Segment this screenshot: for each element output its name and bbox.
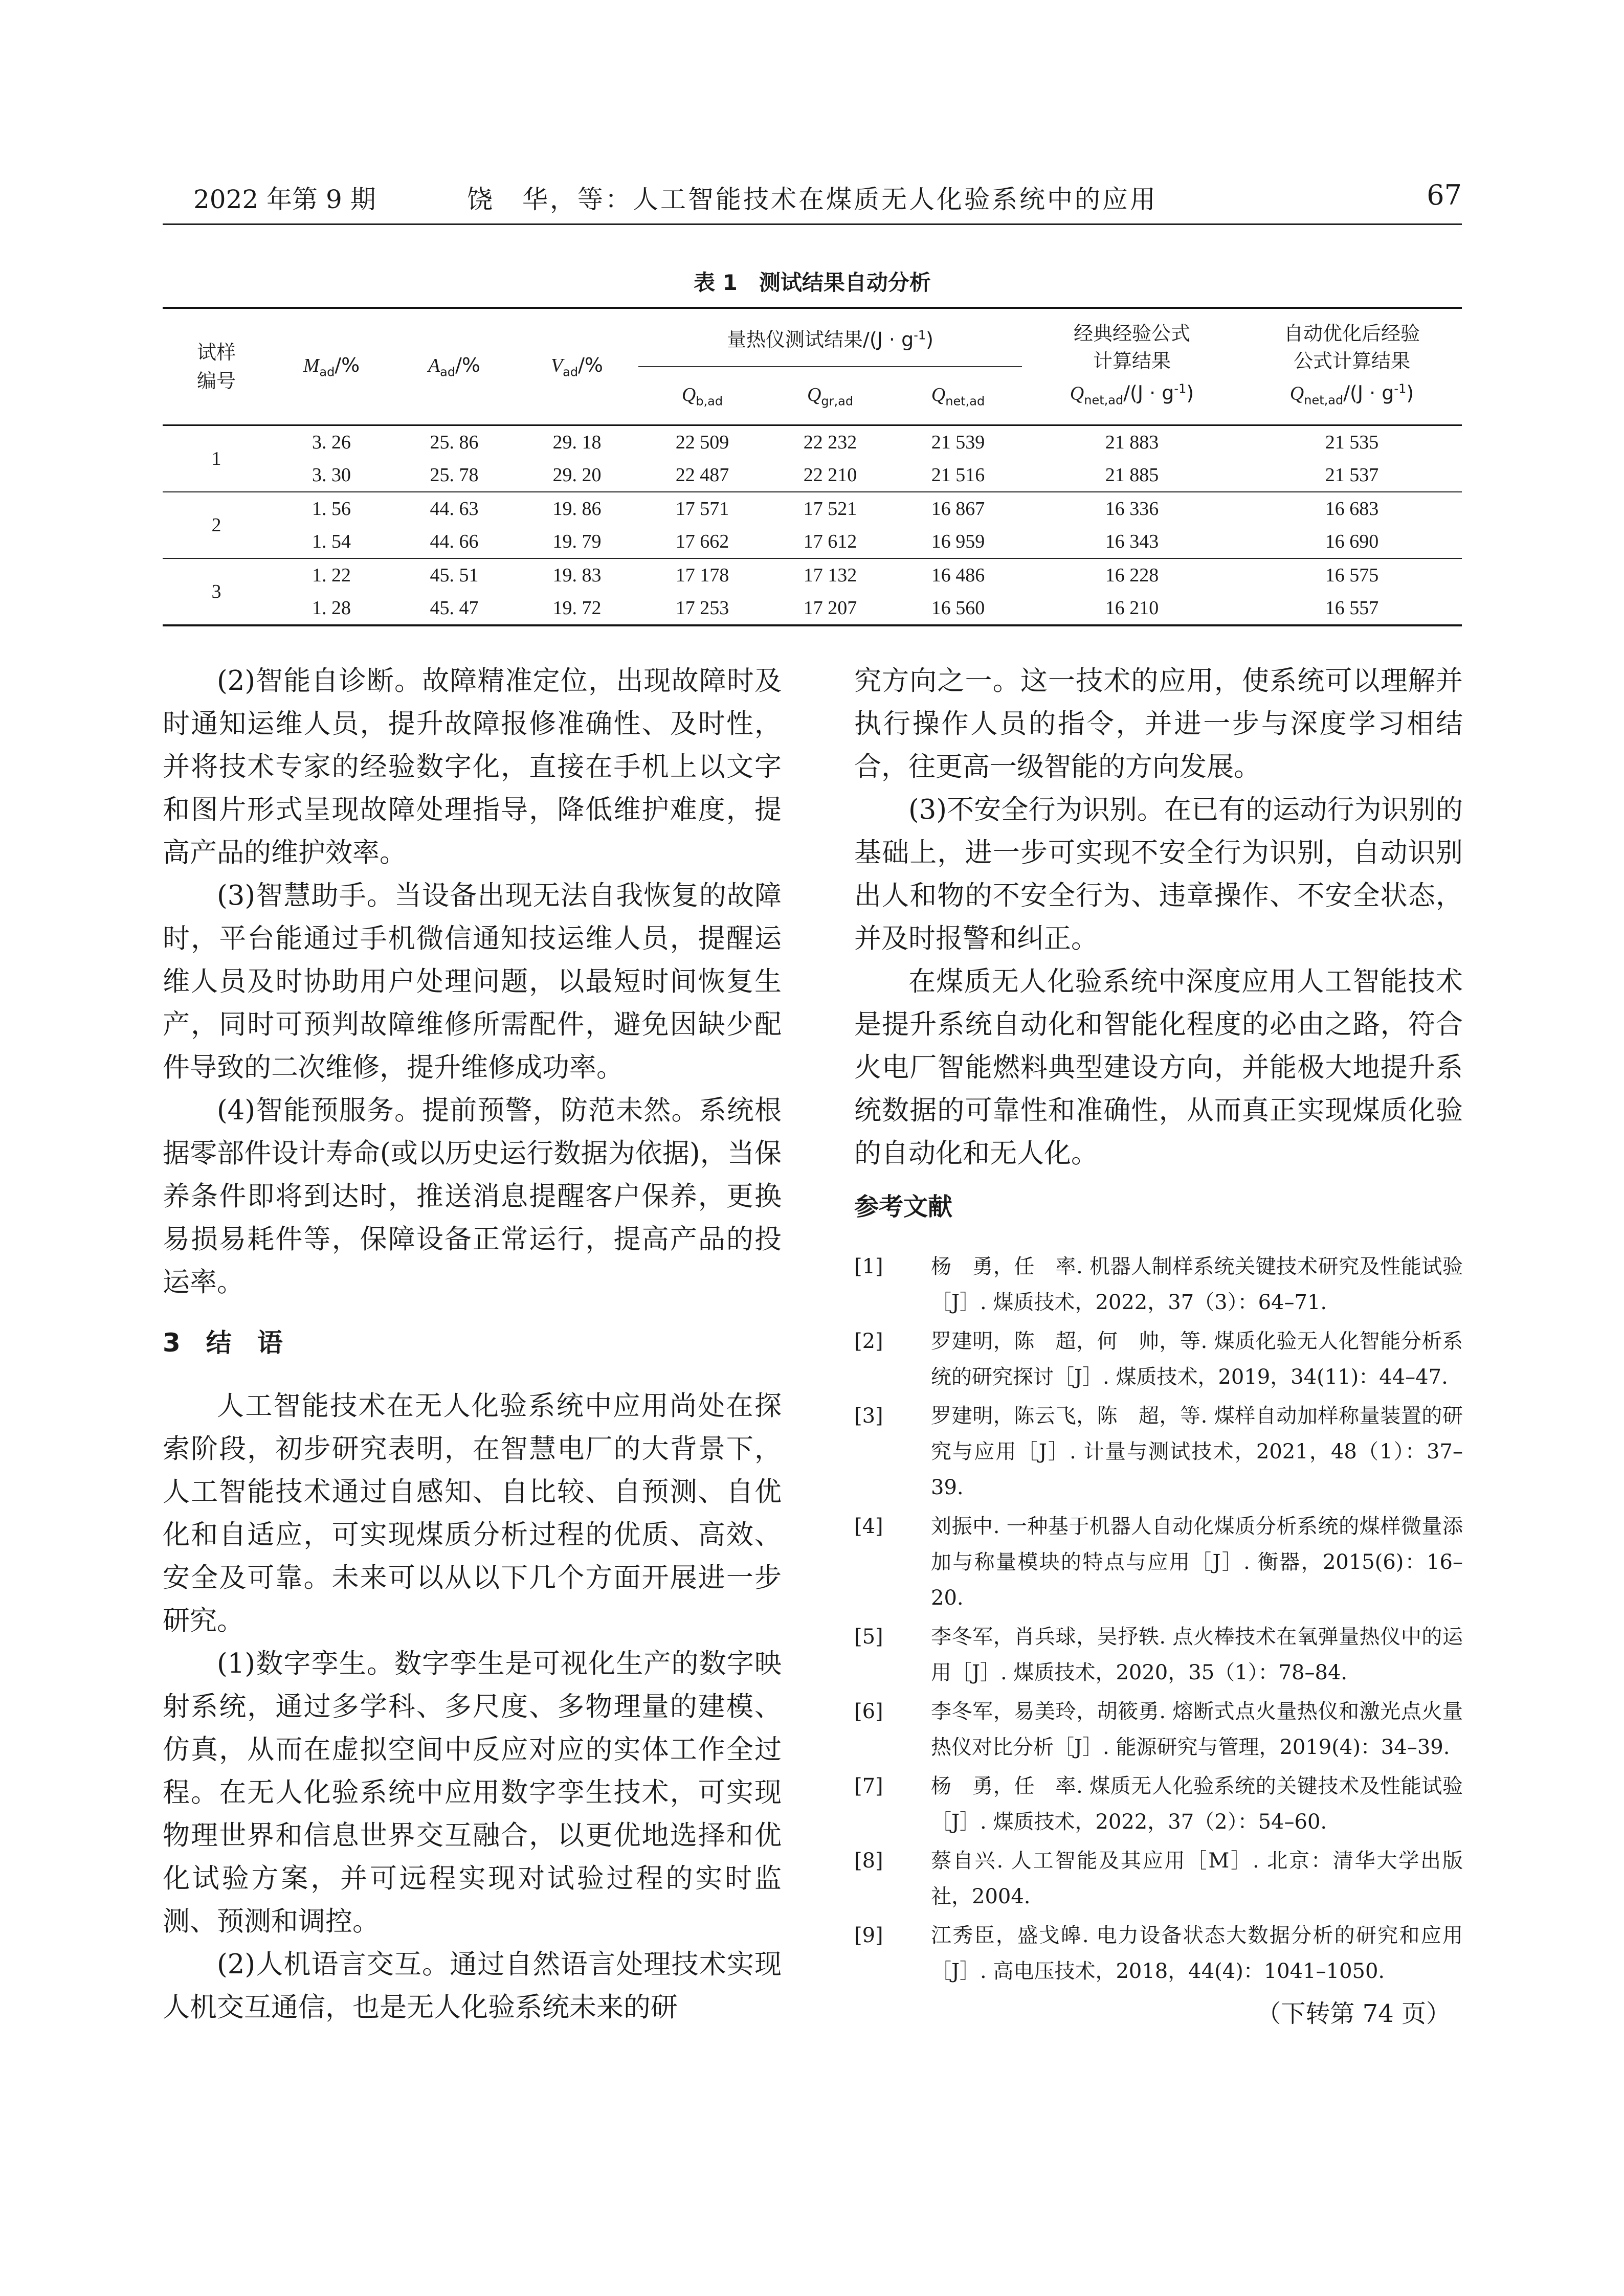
references-heading: 参考文献 bbox=[854, 1192, 953, 1221]
header-calorimeter-group: 量热仪测试结果$/(J \cdot g^{-1})$ bbox=[638, 308, 1022, 367]
reference-item: [4] 刘振中. 一种基于机器人自动化煤质分析系统的煤样微量添加与称量模块的特点与应用［J］. 衡器，2015(6)：16–20. bbox=[854, 1515, 1463, 1610]
cell-qgr: 22 210 bbox=[766, 459, 894, 492]
cell-m: 1. 56 bbox=[312, 498, 351, 520]
cell-a: 25. 78 bbox=[393, 459, 516, 492]
cell-a: 44. 66 bbox=[393, 525, 516, 558]
sample-cell: 2 bbox=[163, 492, 270, 558]
table-title: 表 1 测试结果自动分析 bbox=[694, 270, 931, 295]
cell-opt: 16 690 bbox=[1242, 525, 1462, 558]
cell-classic: 21 885 bbox=[1022, 459, 1242, 492]
sample-cell: 3 bbox=[163, 558, 270, 625]
paragraph: (2)人机语言交互。通过自然语言处理技术实现人机交互通信，也是无人化验系统未来的研 bbox=[163, 1949, 782, 2023]
header-rule bbox=[163, 223, 1462, 225]
header-ash: $A_{ad}/\%$ bbox=[428, 354, 481, 379]
table-row bbox=[163, 558, 1462, 592]
cell-v: 29. 20 bbox=[516, 459, 638, 492]
cell-m: 1. 28 bbox=[270, 592, 393, 625]
header-qgr: $Q_{gr,ad}$ bbox=[807, 384, 854, 409]
cell-v: 19. 83 bbox=[552, 565, 602, 586]
header-volatile: $V_{ad}/\%$ bbox=[550, 354, 604, 379]
cell-classic: 16 210 bbox=[1022, 592, 1242, 625]
cell-a: 44. 63 bbox=[430, 498, 479, 520]
cell-v: 19. 72 bbox=[516, 592, 638, 625]
cell-classic: 16 343 bbox=[1022, 525, 1242, 558]
paragraph: (3)智慧助手。当设备出现无法自我恢复的故障时，平台能通过手机微信通知技运维人员，提醒运维人员及时协助用户处理问题，以最短时间恢复生产，同时可预判故障维修所需配件，避免因缺少配件导致的二次维修，提升维修成功率。 bbox=[163, 880, 782, 1083]
cell-qgr: 22 232 bbox=[803, 432, 857, 453]
cell-qb: 17 253 bbox=[638, 592, 766, 625]
reference-item: [2] 罗建明，陈 超，何 帅，等. 煤质化验无人化智能分析系统的研究探讨［J］. 煤质技术，2019，34(11)：44–47. bbox=[854, 1330, 1463, 1389]
cell-v: 29. 18 bbox=[552, 432, 602, 453]
issue-label: 2022 年第 9 期 bbox=[193, 185, 376, 214]
reference-item: [9] 江秀臣，盛戈皞. 电力设备状态大数据分析的研究和应用［J］. 高电压技术，2018，44(4)：1041–1050. bbox=[854, 1924, 1463, 1983]
cell-qgr: 17 132 bbox=[803, 565, 857, 586]
cell-opt: 16 575 bbox=[1325, 565, 1379, 586]
reference-item: [1] 杨 勇，任 率. 机器人制样系统关键技术研究及性能试验［J］. 煤质技术，2022，37（3）：64–71. bbox=[854, 1255, 1463, 1314]
reference-item: [6] 李冬军，易美玲，胡筱勇. 熔断式点火量热仪和激光点火量热仪对比分析［J］. 能源研究与管理，2019(4)：34–39. bbox=[854, 1700, 1463, 1759]
cell-m: 3. 26 bbox=[312, 432, 351, 453]
cell-qnet: 16 560 bbox=[894, 592, 1022, 625]
cell-m: 1. 22 bbox=[312, 565, 351, 586]
cell-opt: 16 683 bbox=[1325, 498, 1379, 520]
cell-qnet: 21 539 bbox=[931, 432, 985, 453]
section-heading: 3 结 语 bbox=[163, 1328, 283, 1358]
table-row bbox=[163, 592, 1462, 625]
cell-a: 25. 86 bbox=[430, 432, 479, 453]
cell-qb: 22 509 bbox=[675, 432, 729, 453]
reference-item: [7] 杨 勇，任 率. 煤质无人化验系统的关键技术及性能试验［J］. 煤质技术，2022，37（2）：54–60. bbox=[854, 1774, 1463, 1834]
right-column bbox=[854, 660, 1463, 2035]
continued-note: （下转第 74 页） bbox=[1256, 1999, 1451, 2028]
cell-opt: 21 537 bbox=[1242, 459, 1462, 492]
article-running-title: 饶 华，等：人工智能技术在煤质无人化验系统中的应用 bbox=[467, 185, 1158, 214]
cell-a: 45. 47 bbox=[393, 592, 516, 625]
table-row bbox=[163, 459, 1462, 492]
cell-qnet: 16 959 bbox=[894, 525, 1022, 558]
cell-v: 19. 86 bbox=[552, 498, 602, 520]
cell-qgr: 17 521 bbox=[803, 498, 857, 520]
table-row bbox=[163, 425, 1462, 459]
cell-qb: 17 662 bbox=[638, 525, 766, 558]
reference-item: [5] 李冬军，肖兵球，吴抒轶. 点火棒技术在氧弹量热仪中的运用［J］. 煤质技术，2020，35（1）：78–84. bbox=[854, 1625, 1463, 1684]
paragraph: (1)数字孪生。数字孪生是可视化生产的数字映射系统，通过多学科、多尺度、多物理量的建模、仿真，从而在虚拟空间中反应对应的实体工作全过程。在无人化验系统中应用数字孪生技术，可实现物理世界和信息世界交互融合，以更优地选择和优化试验方案，并可远程实现对试验过程的实时监测、预测和调控。 bbox=[163, 1648, 782, 1937]
cell-v: 19. 79 bbox=[516, 525, 638, 558]
results-table bbox=[163, 307, 1462, 626]
cell-qgr: 17 612 bbox=[766, 525, 894, 558]
left-column bbox=[163, 660, 782, 2029]
cell-a: 45. 51 bbox=[430, 565, 479, 586]
paragraph: (2)智能自诊断。故障精准定位，出现故障时及时通知运维人员，提升故障报修准确性、及时性，并将技术专家的经验数字化，直接在手机上以文字和图片形式呈现故障处理指导，降低维护难度，提高产品的维护效率。 bbox=[163, 665, 782, 868]
running-header bbox=[163, 174, 1462, 222]
reference-item: [3] 罗建明，陈云飞，陈 超，等. 煤样自动加样称量装置的研究与应用［J］. 计量与测试技术，2021，48（1）：37–39. bbox=[854, 1404, 1463, 1499]
page-number: 67 bbox=[1427, 179, 1462, 211]
cell-opt: 21 535 bbox=[1325, 432, 1379, 453]
paragraph: 在煤质无人化验系统中深度应用人工智能技术是提升系统自动化和智能化程度的必由之路，符合火电厂智能燃料典型建设方向，并能极大地提升系统数据的可靠性和准确性，从而真正实现煤质化验的自动化和无人化。 bbox=[854, 966, 1463, 1169]
reference-item: [8] 蔡自兴. 人工智能及其应用［M］. 北京：清华大学出版社，2004. bbox=[854, 1849, 1463, 1908]
table-row bbox=[163, 492, 1462, 525]
header-classic-formula: 经典经验公式 计算结果 $Q_{net,ad}/(J \cdot g^{-1})$ bbox=[1070, 322, 1194, 408]
header-moisture: $M_{ad}/\%$ bbox=[303, 354, 360, 379]
header-qnet: $Q_{net,ad}$ bbox=[931, 384, 985, 409]
cell-opt: 16 557 bbox=[1242, 592, 1462, 625]
paragraph: 人工智能技术在无人化验系统中应用尚处在探索阶段，初步研究表明，在智慧电厂的大背景下，人工智能技术通过自感知、自比较、自预测、自优化和自适应，可实现煤质分析过程的优质、高效、安全及可靠。未来可以从以下几个方面开展进一步研究。 bbox=[163, 1390, 782, 1636]
header-sample-no: 试样 编号 bbox=[196, 341, 236, 392]
paragraph: 究方向之一。这一技术的应用，使系统可以理解并执行操作人员的指令，并进一步与深度学习相结合，往更高一级智能的方向发展。 bbox=[854, 665, 1463, 782]
cell-qnet: 16 486 bbox=[931, 565, 985, 586]
header-qb: $Q_{b,ad}$ bbox=[681, 384, 723, 409]
cell-m: 3. 30 bbox=[270, 459, 393, 492]
table-row bbox=[163, 525, 1462, 558]
cell-classic: 16 228 bbox=[1105, 565, 1159, 586]
header-optimized-formula: 自动优化后经验 公式计算结果 $Q_{net,ad}/(J \cdot g^{-1})$ bbox=[1283, 322, 1420, 408]
sample-cell: 1 bbox=[163, 425, 270, 492]
cell-m: 1. 54 bbox=[270, 525, 393, 558]
paragraph: (3)不安全行为识别。在已有的运动行为识别的基础上，进一步可实现不安全行为识别，自动识别出人和物的不安全行为、违章操作、不安全状态，并及时报警和纠正。 bbox=[854, 794, 1463, 954]
cell-classic: 21 883 bbox=[1105, 432, 1159, 453]
cell-qb: 17 571 bbox=[675, 498, 729, 520]
cell-qnet: 21 516 bbox=[894, 459, 1022, 492]
cell-classic: 16 336 bbox=[1105, 498, 1159, 520]
cell-qb: 17 178 bbox=[675, 565, 729, 586]
reference-list bbox=[854, 1249, 1463, 1989]
cell-qnet: 16 867 bbox=[931, 498, 985, 520]
paragraph: (4)智能预服务。提前预警，防范未然。系统根据零部件设计寿命(或以历史运行数据为依据)，当保养条件即将到达时，推送消息提醒客户保养，更换易损易耗件等，保障设备正常运行，提高产品的投运率。 bbox=[163, 1095, 782, 1298]
cell-qgr: 17 207 bbox=[766, 592, 894, 625]
cell-qb: 22 487 bbox=[638, 459, 766, 492]
